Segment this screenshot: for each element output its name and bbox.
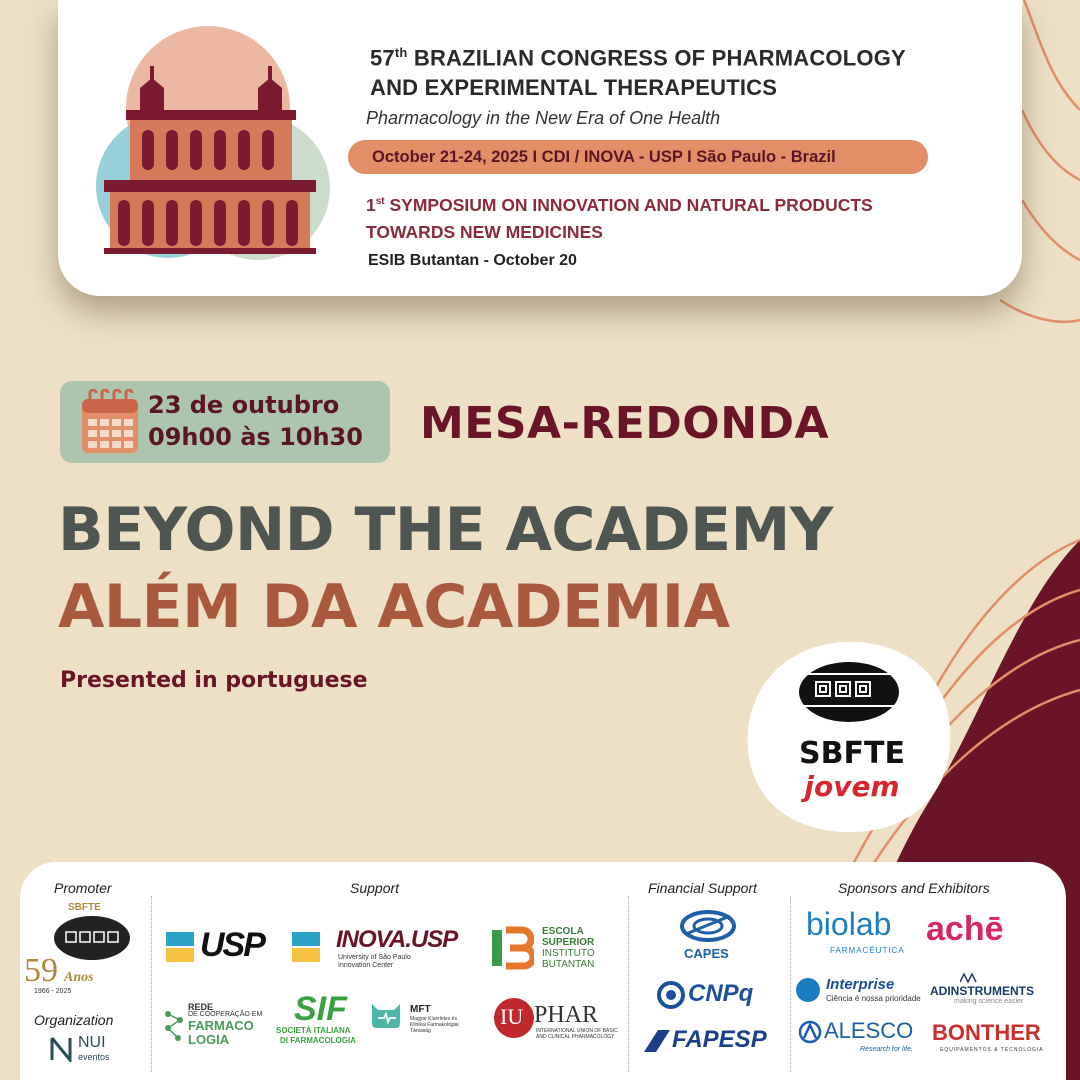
sbfte-59-logo	[24, 900, 144, 1000]
promoter-heading: Promoter	[54, 880, 112, 896]
nui-eventos-logo	[50, 1034, 130, 1066]
symposium-title	[366, 188, 1006, 246]
ache-logo: achē	[926, 910, 1004, 948]
symposium-number: 1	[366, 194, 376, 215]
bonther-logo	[932, 1020, 1056, 1056]
sbfte-pattern-icon	[52, 914, 132, 962]
symposium-line1: SYMPOSIUM ON INNOVATION AND NATURAL PRODUCTS	[384, 194, 873, 215]
iuphar-sub1: INTERNATIONAL UNION OF BASIC	[536, 1028, 618, 1034]
nui-name: NUI	[78, 1034, 106, 1051]
session-title-pt: ALÉM DA ACADEMIA	[58, 572, 730, 642]
interprise-name: Interprise	[826, 976, 895, 993]
title-line1: BRAZILIAN CONGRESS OF PHARMACOLOGY	[407, 45, 906, 71]
inova-sub2: Innovation Center	[338, 962, 394, 969]
biolab-logo	[804, 906, 914, 956]
iuphar-sub2: AND CLINICAL PHARMACOLOGY	[536, 1034, 615, 1040]
iuphar-phar: PHAR	[534, 1002, 599, 1028]
divider	[151, 896, 152, 1072]
inova-name: INOVA.USP	[336, 926, 458, 953]
fapesp-icon	[642, 1028, 672, 1054]
adinstruments-sub: making science easier	[954, 998, 1024, 1005]
adinstruments-name: ADINSTRUMENTS	[930, 984, 1034, 998]
alesco-sub: Research for life.	[860, 1046, 913, 1053]
iuphar-iu: IU	[500, 1004, 524, 1029]
nui-icon	[50, 1036, 72, 1062]
interprise-logo	[796, 976, 926, 1008]
sif-logo	[274, 990, 374, 1048]
session-date: 23 de outubro	[148, 391, 340, 419]
symposium-line2: TOWARDS NEW MEDICINES	[366, 221, 603, 242]
sif-line2: DI FARMACOLOGIA	[280, 1036, 356, 1045]
adinstruments-logo	[930, 972, 1056, 1008]
financial-heading: Financial Support	[648, 880, 757, 896]
footer-logos	[20, 862, 1066, 1080]
rede-line2: DE COOPERAÇÃO EM	[188, 1011, 263, 1018]
congress-header-card	[58, 0, 1022, 296]
alesco-name: ALESCO	[824, 1018, 914, 1043]
rede-farmacologia-logo	[162, 1002, 292, 1048]
rede-network-icon	[162, 1008, 186, 1044]
fapesp-name: FAPESP	[672, 1026, 767, 1053]
sbfte-years-range: 1966 - 2025	[34, 988, 72, 995]
organization-heading: Organization	[34, 1012, 114, 1028]
sponsors-heading: Sponsors and Exhibitors	[838, 880, 990, 896]
interprise-sub: Ciência é nossa prioridade	[826, 994, 921, 1003]
usp-logo	[166, 926, 282, 966]
edition-suffix: th	[394, 45, 408, 60]
sbfte-anos: Anos	[64, 970, 94, 985]
bonther-name: BONTHER	[932, 1020, 1041, 1045]
title-line2: AND EXPERIMENTAL THERAPEUTICS	[370, 75, 778, 101]
inova-usp-logo	[292, 926, 482, 970]
cnpq-logo	[656, 978, 766, 1014]
escola-line4: BUTANTAN	[542, 959, 595, 970]
mft-logo	[368, 1000, 480, 1036]
fapesp-logo	[642, 1024, 772, 1060]
inova-sub1: University of São Paulo	[338, 954, 411, 961]
congress-building-logo	[90, 18, 330, 268]
rede-line1: REDE	[188, 1002, 214, 1012]
alesco-icon	[798, 1020, 822, 1044]
sbfte-59: 59	[24, 952, 58, 989]
mft-sub: Magyar Kísérletes és Klinikai Farmakológiai Társaság	[410, 1016, 459, 1034]
support-heading: Support	[350, 880, 400, 896]
session-time: 09h00 às 10h30	[148, 423, 363, 451]
cnpq-icon	[656, 980, 686, 1010]
adinstruments-wave-icon	[960, 972, 978, 984]
mft-name: MFT	[410, 1004, 431, 1015]
capes-swirl-icon	[678, 908, 738, 944]
jovem-logo-sbfte: SBFTE	[799, 736, 905, 771]
esib-date: ESIB Butantan - October 20	[368, 252, 577, 269]
divider	[628, 896, 629, 1072]
biolab-sub: FARMACÊUTICA	[830, 946, 905, 955]
alesco-logo	[798, 1018, 928, 1058]
bonther-sub: EQUIPAMENTOS & TECNOLOGIA	[940, 1047, 1044, 1053]
sif-line1: SOCIETÀ ITALIANA	[276, 1026, 351, 1035]
nui-sub: eventos	[78, 1052, 110, 1062]
date-badge	[60, 381, 390, 463]
mft-cat-icon	[368, 1000, 404, 1030]
capes-name: CAPES	[684, 946, 729, 961]
calendar-icon	[80, 389, 140, 455]
symposium-suffix: st	[375, 196, 385, 207]
congress-subtitle: Pharmacology in the New Era of One Health	[366, 108, 721, 128]
escola-icon	[490, 926, 534, 970]
dates-venue-pill: October 21-24, 2025 I CDI / INOVA - USP I São Paulo - Brazil	[348, 140, 928, 174]
usp-name: USP	[200, 926, 264, 964]
session-type: MESA-REDONDA	[420, 398, 830, 449]
rede-line3: FARMACO	[188, 1018, 254, 1033]
sbfte-logo-name: SBFTE	[68, 902, 101, 913]
session-title-en: BEYOND THE ACADEMY	[58, 495, 833, 565]
sif-mark: SIF	[294, 990, 347, 1028]
iuphar-logo	[494, 998, 624, 1042]
divider	[790, 896, 791, 1072]
language-note: Presented in portuguese	[60, 668, 368, 693]
escola-butantan-logo	[490, 924, 610, 972]
rede-line4: LOGIA	[188, 1032, 230, 1047]
escola-line2: SUPERIOR	[542, 937, 595, 948]
escola-line1: ESCOLA	[542, 926, 584, 937]
jovem-logo-jovem: jovem	[804, 770, 900, 803]
escola-line3: INSTITUTO	[542, 948, 595, 959]
biolab-name: biolab	[806, 906, 892, 942]
cnpq-name: CNPq	[688, 980, 754, 1007]
edition-number: 57	[370, 45, 395, 71]
congress-title	[370, 38, 1010, 103]
capes-logo	[672, 908, 742, 964]
